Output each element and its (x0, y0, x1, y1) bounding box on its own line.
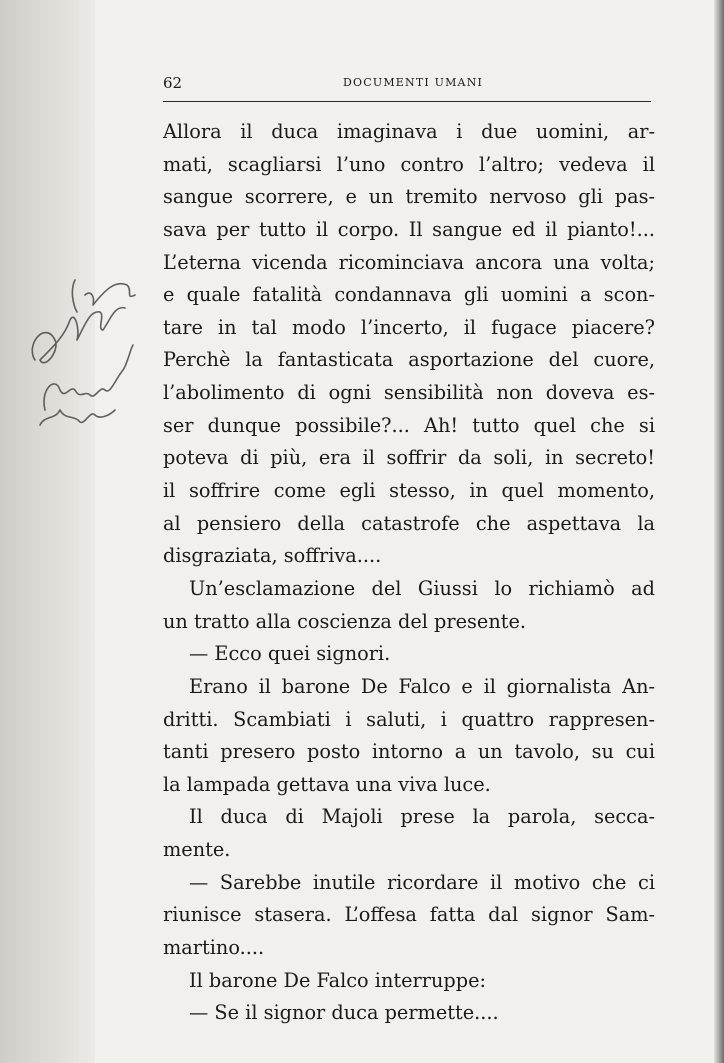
text-line: poteva di più, era il soffrir da soli, in secreto! (163, 446, 655, 470)
text-line: martino.... (163, 936, 265, 960)
dialogue-line: — Se il signor duca permette.... (189, 1001, 499, 1025)
handwritten-margin-note (15, 250, 155, 450)
text-line: disgraziata, soffriva.... (163, 544, 382, 568)
dialogue-line: — Ecco quei signori. (189, 642, 391, 666)
page-discoloration (0, 0, 95, 1063)
header-rule (163, 101, 651, 102)
text-line: tanti presero posto intorno a un tavolo, su cui (163, 740, 655, 764)
text-line: e quale fatalità condannava gli uomini a scon- (163, 283, 655, 307)
text-line: sava per tutto il corpo. Il sangue ed il pianto!... (163, 217, 655, 241)
text-line: Un’esclamazione del Giussi lo richiamò ad (189, 576, 655, 600)
body-text (163, 116, 655, 1030)
text-line: riunisce stasera. L’offesa fatta dal signor Sam- (163, 903, 655, 927)
page-binding-edge (714, 0, 724, 1063)
text-line: un tratto alla coscienza del presente. (163, 609, 527, 633)
text-line: Il duca di Majoli prese la parola, secca- (189, 805, 655, 829)
text-line: tare in tal modo l’incerto, il fugace piacere? (163, 315, 655, 339)
page-number: 62 (163, 74, 183, 92)
text-line: l’abolimento di ogni sensibilità non doveva es- (163, 381, 655, 405)
text-line: ser dunque possibile?... Ah! tutto quel che si (163, 413, 655, 437)
text-line: Allora il duca imaginava i due uomini, ar- (163, 120, 655, 143)
text-line: mente. (163, 838, 231, 862)
text-line: Il barone De Falco interruppe: (189, 968, 486, 992)
text-line: Perchè la fantasticata asportazione del cuore, (163, 348, 655, 372)
running-title: DOCUMENTI UMANI (343, 76, 484, 89)
text-line: mati, scagliarsi l’uno contro l’altro; vedeva il (163, 152, 655, 176)
text-line: dritti. Scambiati i saluti, i quattro rappresen- (163, 707, 655, 731)
text-line: L’eterna vicenda ricominciava ancora una volta; (163, 250, 655, 274)
text-line: il soffrire come egli stesso, in quel momento, (163, 479, 655, 503)
text-line: la lampada gettava una viva luce. (163, 772, 491, 796)
text-line: al pensiero della catastrofe che aspettava la (163, 511, 655, 535)
page-header (163, 68, 653, 96)
text-line: sangue scorrere, e un tremito nervoso gli pas- (163, 185, 655, 209)
dialogue-line: — Sarebbe inutile ricordare il motivo che ci (189, 870, 655, 894)
text-line: Erano il barone De Falco e il giornalista An- (189, 674, 655, 698)
